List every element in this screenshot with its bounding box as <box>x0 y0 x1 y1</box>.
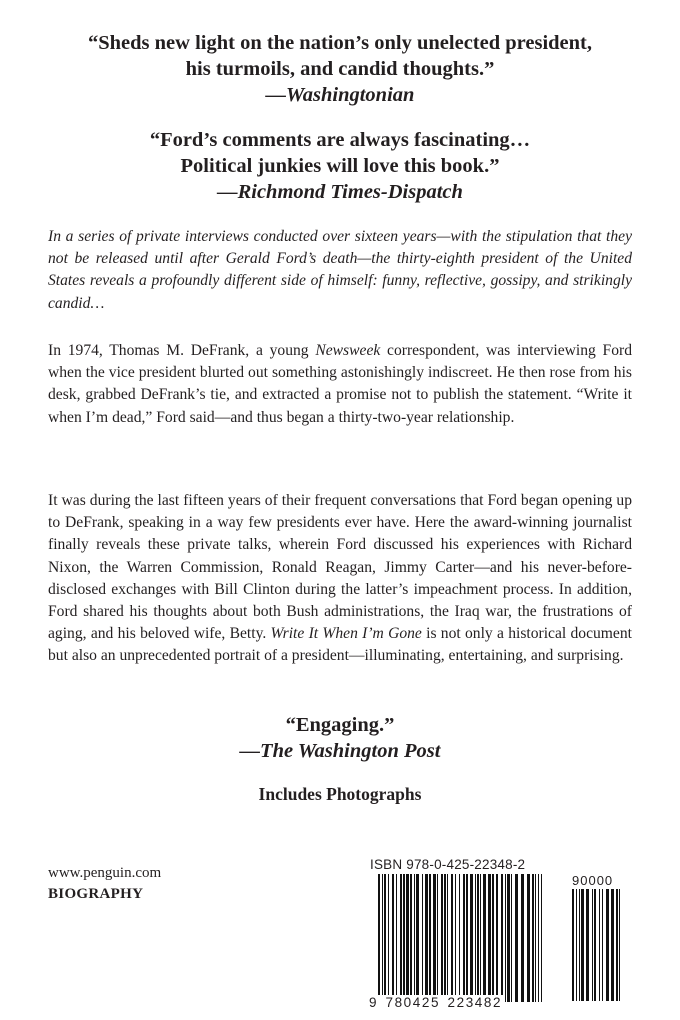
barcode-bar <box>388 874 389 1002</box>
barcode-bar <box>606 889 609 1001</box>
barcode-digit-group: 780425 <box>385 995 441 1010</box>
barcode-bar <box>382 874 383 1002</box>
barcode-bar <box>455 874 456 1002</box>
barcode-digits <box>368 995 503 1010</box>
blurb-line: “Engaging.” <box>285 714 395 736</box>
isbn-barcode <box>364 855 636 1019</box>
barcode-bar <box>463 874 465 1002</box>
barcode-bar <box>496 874 498 1002</box>
barcode-bar <box>451 874 453 1002</box>
barcode-bar <box>441 874 443 1002</box>
barcode-bar <box>507 874 510 1002</box>
barcode-bar <box>384 874 386 1002</box>
description-paragraph-2 <box>48 490 632 668</box>
barcode-bar <box>422 874 423 1002</box>
barcode-bars-main <box>378 874 542 1002</box>
barcode-bar <box>425 874 428 1002</box>
barcode-bar <box>511 874 512 1002</box>
text-run: It was during the last fifteen years of their frequent conversations that Ford began opening up to DeFrank, speaking in a way few presidents ever have. Here the award-winning journalist finally reveals these private talks, wherein Ford discussed his experiences with Richard Nixon, the Warren Commission, Ronald Reagan, Jimmy Carter—and his never-before-disclosed exchanges with Bill Clinton during the latter’s impeachment process. In addition, Ford shared his thoughts about both Bush administrations, the Iraq war, the frustrations of aging, and his beloved wife, Betty. <box>48 492 632 643</box>
barcode-bar <box>599 889 600 1001</box>
barcode-bar <box>579 889 580 1001</box>
barcode-bar <box>541 874 542 1002</box>
intro-paragraph: In a series of private interviews conducted over sixteen years—with the stipulation that they not be released until after Gerald Ford’s death—the thirty-eighth president of the United States reveals a profoundly different side of himself: funny, reflective, gossipy, and strikingly candid… <box>48 228 632 312</box>
price-code: 90000 <box>572 873 614 888</box>
barcode-bar <box>406 874 409 1002</box>
book-title: Write It When I’m Gone <box>270 625 422 643</box>
barcode-bar <box>572 889 574 1001</box>
barcode-bar <box>459 874 460 1002</box>
barcode-bar <box>475 874 476 1002</box>
barcode-bar <box>611 889 614 1001</box>
barcode-bar <box>403 874 405 1002</box>
barcode-bar <box>538 874 539 1002</box>
barcode-bar <box>480 874 481 1002</box>
barcode-bar <box>602 889 603 1001</box>
barcode-bar <box>400 874 402 1002</box>
barcode-bar <box>492 874 494 1002</box>
barcode-bar <box>433 874 436 1002</box>
barcode-bar <box>521 874 524 1002</box>
blurb-washington-post <box>0 712 680 764</box>
barcode-bar <box>532 874 534 1002</box>
barcode-bar <box>429 874 431 1002</box>
text-run: In 1974, Thomas M. DeFrank, a young <box>48 342 316 359</box>
barcode-bar <box>488 874 491 1002</box>
text-run: correspondent, was interviewing Ford when the vice president blurted out something astonishingly indiscreet. He then rose from his desk, grabbed DeFrank’s tie, and extracted a promise not to publish the statement. “Write it when I’m dead,” Ford said—and thus began a thirty-two-year relationship. <box>48 342 632 426</box>
barcode-bar <box>447 874 448 1002</box>
blurb-line: “Ford’s comments are always fascinating… <box>149 129 531 151</box>
blurb-line: his turmoils, and candid thoughts.” <box>185 58 495 80</box>
isbn-text: ISBN 978-0-425-22348-2 <box>370 857 526 872</box>
barcode-bar <box>594 889 596 1001</box>
barcode-bar <box>392 874 394 1002</box>
blurb-washingtonian <box>0 30 680 108</box>
barcode-bar <box>414 874 415 1002</box>
barcode-bar <box>515 874 518 1002</box>
barcode-bar <box>378 874 380 1002</box>
barcode-bar <box>619 889 620 1001</box>
barcode-bar <box>470 874 473 1002</box>
barcode-bar <box>410 874 412 1002</box>
publisher-url: www.penguin.com <box>48 865 162 881</box>
barcode-bar <box>616 889 618 1001</box>
barcode-digit-group: 223482 <box>447 995 503 1010</box>
genre-label: BIOGRAPHY <box>48 886 144 902</box>
barcode-bar <box>483 874 486 1002</box>
blurb-source: —The Washington Post <box>239 740 441 762</box>
blurb-line: “Sheds new light on the nation’s only unelected president, <box>87 32 593 54</box>
barcode-bar <box>437 874 438 1002</box>
blurb-source: —Richmond Times-Dispatch <box>217 181 463 203</box>
blurb-richmond <box>0 127 680 205</box>
newsweek-title: Newsweek <box>315 342 381 359</box>
barcode-bar <box>576 889 577 1001</box>
barcode-lead-digit: 9 <box>369 995 379 1010</box>
barcode-bars-addon <box>572 889 620 1001</box>
barcode-bar <box>535 874 536 1002</box>
blurb-line: Political junkies will love this book.” <box>180 155 500 177</box>
description-paragraph-1 <box>48 340 632 429</box>
barcode-bar <box>477 874 479 1002</box>
barcode-bar <box>501 874 503 1002</box>
photos-note: Includes Photographs <box>258 784 422 804</box>
barcode-bar <box>505 874 506 1002</box>
blurb-source: —Washingtonian <box>265 84 415 106</box>
barcode-bar <box>586 889 589 1001</box>
barcode-bar <box>581 889 584 1001</box>
barcode-bar <box>416 874 419 1002</box>
barcode-bar <box>466 874 468 1002</box>
barcode-bar <box>527 874 530 1002</box>
barcode-bar <box>444 874 446 1002</box>
barcode-bar <box>592 889 593 1001</box>
barcode-bar <box>396 874 397 1002</box>
text-run: is not only a historical document but also an unprecedented portrait of a president—illuminating, entertaining, and surprising. <box>48 625 632 665</box>
